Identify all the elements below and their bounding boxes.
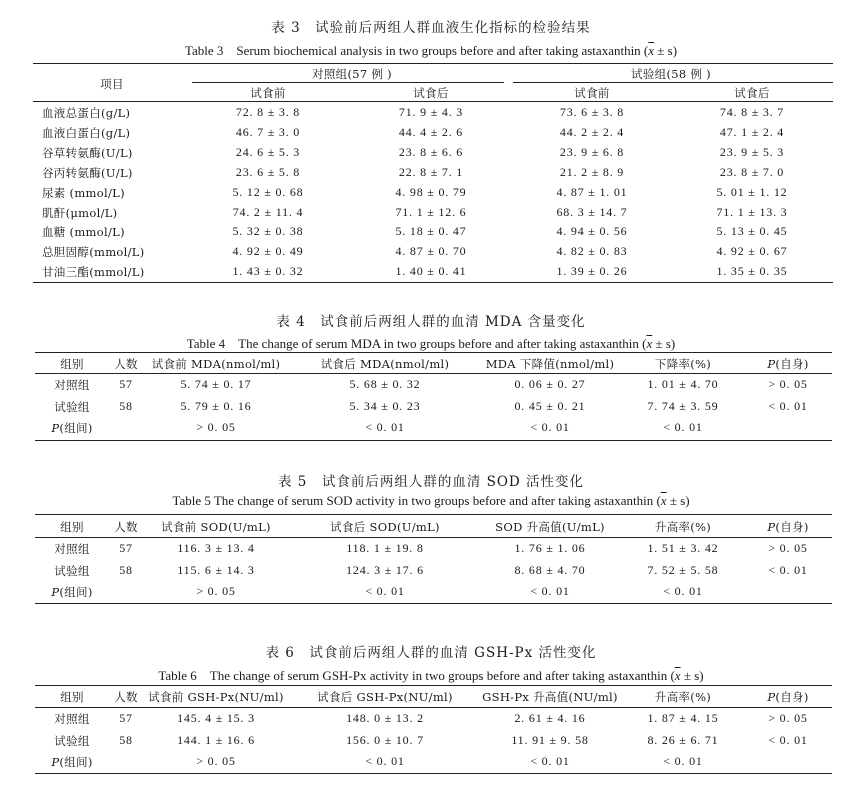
- table-3-control-span-rule: [192, 82, 504, 83]
- table-4-cell: < 0. 01: [768, 399, 808, 413]
- table-5-header-cell: SOD 升高值(U/mL): [495, 520, 605, 534]
- table-5-bottom-rule: [35, 603, 832, 604]
- table-3-cell: 71. 1 ± 13. 3: [716, 205, 788, 219]
- table-4-title-cn: 表 4 试食前后两组人群的血清 MDA 含量变化: [276, 314, 586, 330]
- table-6-top-rule: [35, 685, 832, 686]
- table-5-header-cell: 试食后 SOD(U/mL): [330, 520, 440, 534]
- table-4-bottom-rule: [35, 440, 832, 441]
- table-6-cell: > 0. 05: [768, 711, 808, 725]
- table-3-row-label: 甘油三酯(mmol/L): [42, 265, 145, 279]
- table-6-cell: 156. 0 ± 10. 7: [346, 733, 424, 747]
- table-3-cell: 4. 94 ± 0. 56: [556, 224, 628, 238]
- table-3-row-label: 血糖 (mmol/L): [42, 225, 125, 239]
- table-3-cell: 5. 13 ± 0. 45: [716, 224, 788, 238]
- table-6-header-cell: 试食后 GSH-Px(NU/ml): [317, 690, 453, 704]
- table-6-header-cell: GSH-Px 升高值(NU/ml): [482, 690, 618, 704]
- table-4-row-label: P(组间): [51, 421, 93, 435]
- table-4-header-cell: 组别: [60, 357, 84, 371]
- table-3-cell: 71. 9 ± 4. 3: [398, 105, 464, 119]
- table-4-cell: < 0. 01: [365, 420, 405, 434]
- table-5-cell: < 0. 01: [663, 584, 703, 598]
- table-3-title-cn: 表 3 试验前后两组人群血液生化指标的检验结果: [271, 20, 591, 36]
- table-5-cell: 116. 3 ± 13. 4: [177, 541, 255, 555]
- table-6-title-cn: 表 6 试食前后两组人群的血清 GSH-Px 活性变化: [265, 645, 597, 661]
- table-3-header-control-after: 试食后: [413, 86, 449, 100]
- table-3-top-rule: [33, 63, 833, 64]
- table-3-cell: 5. 12 ± 0. 68: [232, 185, 304, 199]
- table-3-cell: 68. 3 ± 14. 7: [556, 205, 628, 219]
- table-3-cell: 74. 8 ± 3. 7: [719, 105, 785, 119]
- table-6-cell: < 0. 01: [663, 754, 703, 768]
- table-4-header-cell: P(自身): [767, 357, 809, 371]
- table-5-cell: 57: [119, 541, 133, 555]
- table-6-header-cell: P(自身): [767, 690, 809, 704]
- table-5-row-label: 对照组: [54, 542, 90, 556]
- table-3-cell: 23. 8 ± 7. 0: [719, 165, 785, 179]
- table-3-header-control: 对照组(57 例 ): [312, 67, 392, 81]
- table-5-header-rule: [35, 537, 832, 538]
- table-3-cell: 1. 43 ± 0. 32: [232, 264, 304, 278]
- table-3-row-label: 总胆固醇(mmol/L): [42, 245, 145, 259]
- table-5-cell: < 0. 01: [365, 584, 405, 598]
- table-4-cell: 1. 01 ± 4. 70: [647, 377, 719, 391]
- table-3-cell: 23. 8 ± 6. 6: [398, 145, 464, 159]
- table-4-cell: 7. 74 ± 3. 59: [647, 399, 719, 413]
- table-5-cell: 1. 51 ± 3. 42: [647, 541, 719, 555]
- table-3-cell: 4. 98 ± 0. 79: [395, 185, 467, 199]
- table-3-title-en: Table 3 Serum biochemical analysis in two groups before and after taking astaxanthin $(\overline{x} \pm s)$: [184, 43, 678, 58]
- table-5-cell: 115. 6 ± 14. 3: [177, 563, 255, 577]
- table-3-header-test-after: 试食后: [734, 86, 770, 100]
- table-3-cell: 4. 92 ± 0. 49: [232, 244, 304, 258]
- table-6-cell: 58: [119, 733, 133, 747]
- table-4-header-cell: 下降率(%): [654, 357, 712, 371]
- table-6-row-label: 对照组: [54, 712, 90, 726]
- table-3-cell: 23. 9 ± 6. 8: [559, 145, 625, 159]
- table-3-cell: 23. 9 ± 5. 3: [719, 145, 785, 159]
- table-4-cell: 0. 45 ± 0. 21: [514, 399, 586, 413]
- table-5-top-rule: [35, 514, 832, 515]
- table-5-cell: 124. 3 ± 17. 6: [346, 563, 424, 577]
- table-6-cell: < 0. 01: [365, 754, 405, 768]
- table-3-cell: 1. 40 ± 0. 41: [395, 264, 467, 278]
- table-6-header-cell: 升高率(%): [654, 690, 712, 704]
- table-6-header-cell: 人数: [114, 690, 138, 704]
- table-4-header-cell: 试食前 MDA(nmol/ml): [151, 357, 281, 371]
- table-5-cell: > 0. 05: [196, 584, 236, 598]
- table-4-cell: 5. 68 ± 0. 32: [349, 377, 421, 391]
- table-6-header-rule: [35, 707, 832, 708]
- table-3-cell: 23. 6 ± 5. 8: [235, 165, 301, 179]
- table-5-cell: 7. 52 ± 5. 58: [647, 563, 719, 577]
- table-3-header-test-before: 试食前: [574, 86, 610, 100]
- table-5-header-cell: 试食前 SOD(U/mL): [161, 520, 271, 534]
- table-3-cell: 44. 4 ± 2. 6: [398, 125, 464, 139]
- table-4-cell: 5. 74 ± 0. 17: [180, 377, 252, 391]
- table-6-bottom-rule: [35, 773, 832, 774]
- table-3-cell: 5. 18 ± 0. 47: [395, 224, 467, 238]
- table-6-cell: > 0. 05: [196, 754, 236, 768]
- table-6-cell: < 0. 01: [530, 754, 570, 768]
- table-3-cell: 5. 01 ± 1. 12: [716, 185, 788, 199]
- table-6-title-en: Table 6 The change of serum GSH-Px activity in two groups before and after taking astaxanthin $(\overline{x} \pm s)$: [158, 668, 704, 683]
- table-4-cell: > 0. 05: [196, 420, 236, 434]
- table-3-cell: 4. 87 ± 0. 70: [395, 244, 467, 258]
- table-3-cell: 47. 1 ± 2. 4: [719, 125, 785, 139]
- table-3-bottom-rule: [33, 282, 833, 283]
- table-4-header-cell: 人数: [114, 357, 138, 371]
- table-3-cell: 24. 6 ± 5. 3: [235, 145, 301, 159]
- table-5-title-en: Table 5 The change of serum SOD activity in two groups before and after taking astaxanthin $(\overline{x} \pm s)$: [172, 493, 690, 508]
- table-5-header-cell: 人数: [114, 520, 138, 534]
- table-3-cell: 4. 92 ± 0. 67: [716, 244, 788, 258]
- table-3-header-item: 项目: [100, 77, 124, 91]
- table-3-row-label: 谷丙转氨酶(U/L): [42, 166, 133, 180]
- table-3-cell: 4. 82 ± 0. 83: [556, 244, 628, 258]
- table-4-row-label: 试验组: [54, 400, 90, 414]
- table-3-row-label: 尿素 (mmol/L): [42, 186, 125, 200]
- table-6-header-cell: 试食前 GSH-Px(NU/ml): [148, 690, 284, 704]
- table-5-header-cell: P(自身): [767, 520, 809, 534]
- table-5-row-label: 试验组: [54, 564, 90, 578]
- table-5-cell: 1. 76 ± 1. 06: [514, 541, 586, 555]
- table-3-cell: 71. 1 ± 12. 6: [395, 205, 467, 219]
- table-6-cell: 148. 0 ± 13. 2: [346, 711, 424, 725]
- table-5-cell: 58: [119, 563, 133, 577]
- table-4-header-rule: [35, 373, 832, 374]
- table-4-header-cell: 试食后 MDA(nmol/ml): [320, 357, 450, 371]
- table-3-cell: 21. 2 ± 8. 9: [559, 165, 625, 179]
- table-3-cell: 44. 2 ± 2. 4: [559, 125, 625, 139]
- table-6-header-cell: 组别: [60, 690, 84, 704]
- table-4-top-rule: [35, 352, 832, 353]
- table-6-cell: < 0. 01: [768, 733, 808, 747]
- table-3-header-control-before: 试食前: [250, 86, 286, 100]
- table-6-cell: 2. 61 ± 4. 16: [514, 711, 586, 725]
- table-4-cell: 5. 79 ± 0. 16: [180, 399, 252, 413]
- table-3-cell: 46. 7 ± 3. 0: [235, 125, 301, 139]
- table-5-cell: 8. 68 ± 4. 70: [514, 563, 586, 577]
- table-5-cell: 118. 1 ± 19. 8: [346, 541, 424, 555]
- table-3-test-span-rule: [513, 82, 833, 83]
- table-6-cell: 11. 91 ± 9. 58: [511, 733, 589, 747]
- table-3-row-label: 肌酐(μmol/L): [42, 206, 118, 220]
- table-3-cell: 4. 87 ± 1. 01: [556, 185, 628, 199]
- table-4-cell: 5. 34 ± 0. 23: [349, 399, 421, 413]
- table-5-header-cell: 组别: [60, 520, 84, 534]
- table-6-cell: 57: [119, 711, 133, 725]
- table-3-row-label: 血液总蛋白(g/L): [42, 106, 131, 120]
- table-4-cell: 58: [119, 399, 133, 413]
- table-4-cell: 57: [119, 377, 133, 391]
- table-5-cell: > 0. 05: [768, 541, 808, 555]
- table-6-cell: 144. 1 ± 16. 6: [177, 733, 255, 747]
- table-3-cell: 5. 32 ± 0. 38: [232, 224, 304, 238]
- table-3-cell: 74. 2 ± 11. 4: [232, 205, 304, 219]
- table-3-cell: 22. 8 ± 7. 1: [398, 165, 464, 179]
- table-5-cell: < 0. 01: [768, 563, 808, 577]
- table-3-cell: 1. 35 ± 0. 35: [716, 264, 788, 278]
- table-4-cell: < 0. 01: [663, 420, 703, 434]
- table-4-row-label: 对照组: [54, 378, 90, 392]
- table-4-title-en: Table 4 The change of serum MDA in two groups before and after taking astaxanthin $(\overline{x} \pm s)$: [186, 336, 676, 351]
- table-5-title-cn: 表 5 试食前后两组人群的血清 SOD 活性变化: [277, 474, 585, 490]
- table-6-cell: 1. 87 ± 4. 15: [647, 711, 719, 725]
- table-3-cell: 73. 6 ± 3. 8: [559, 105, 625, 119]
- table-5-header-cell: 升高率(%): [654, 520, 712, 534]
- table-3-row-label: 谷草转氨酶(U/L): [42, 146, 133, 160]
- table-3-header-rule: [33, 101, 833, 102]
- table-3-header-test: 试验组(58 例 ): [631, 67, 711, 81]
- table-4-cell: > 0. 05: [768, 377, 808, 391]
- table-4-header-cell: MDA 下降值(nmol/ml): [485, 357, 615, 371]
- table-6-row-label: P(组间): [51, 755, 93, 769]
- table-3-cell: 1. 39 ± 0. 26: [556, 264, 628, 278]
- table-6-cell: 145. 4 ± 15. 3: [177, 711, 255, 725]
- table-5-row-label: P(组间): [51, 585, 93, 599]
- table-4-cell: 0. 06 ± 0. 27: [514, 377, 586, 391]
- table-5-cell: < 0. 01: [530, 584, 570, 598]
- table-6-row-label: 试验组: [54, 734, 90, 748]
- table-3-cell: 72. 8 ± 3. 8: [235, 105, 301, 119]
- table-6-cell: 8. 26 ± 6. 71: [647, 733, 719, 747]
- table-3-row-label: 血液白蛋白(g/L): [42, 126, 131, 140]
- table-4-cell: < 0. 01: [530, 420, 570, 434]
